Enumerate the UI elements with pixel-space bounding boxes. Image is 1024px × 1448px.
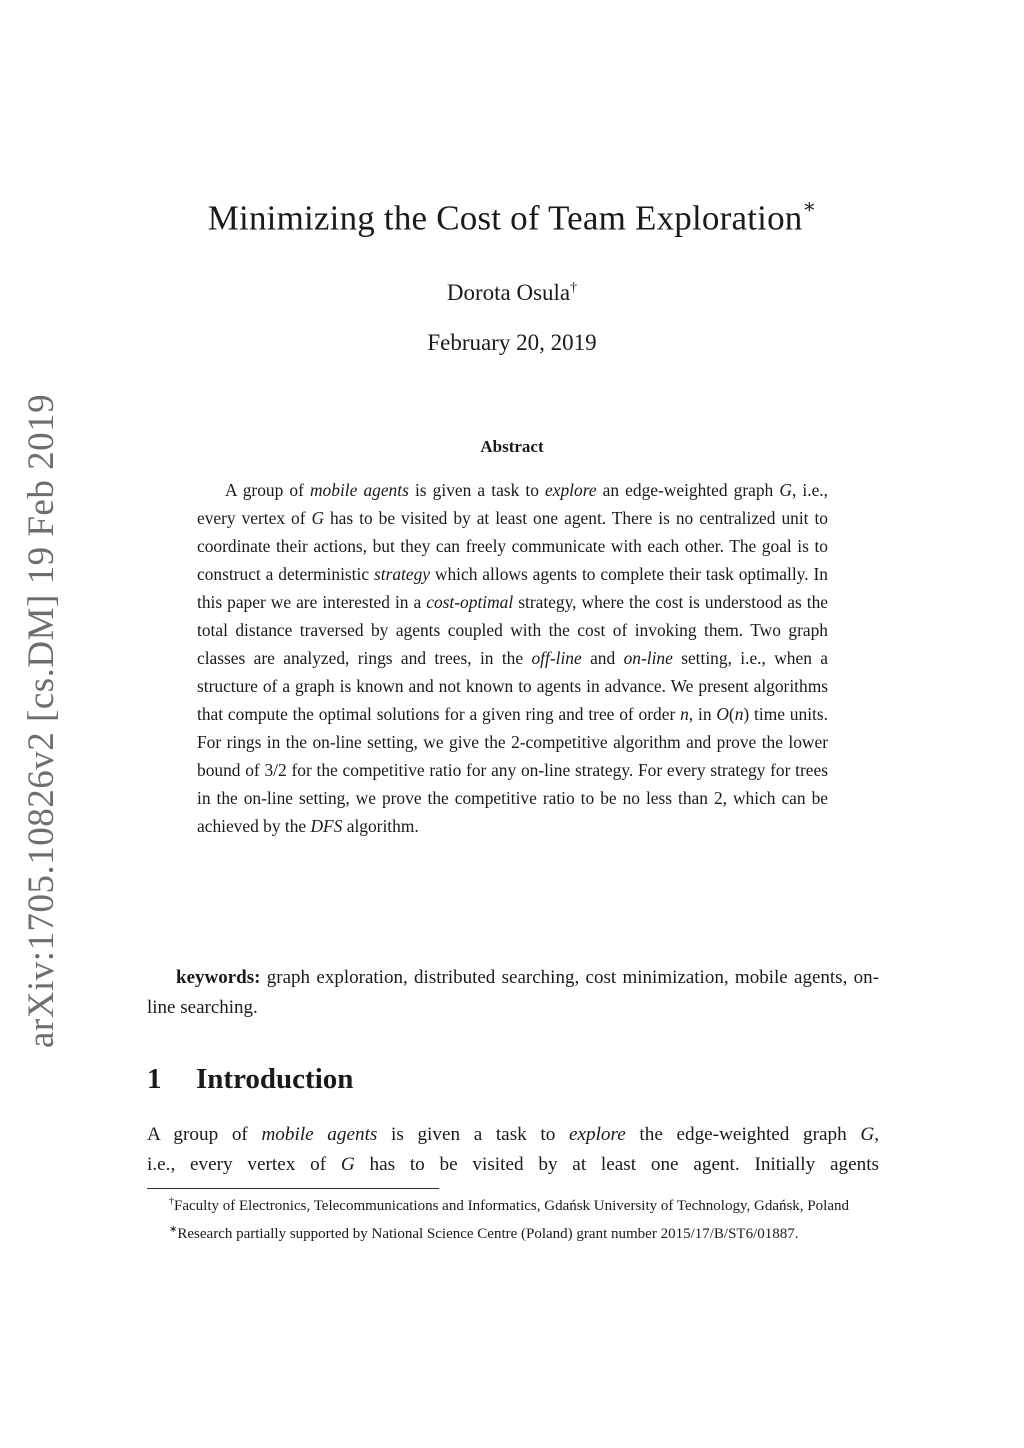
abstract-math: O: [716, 704, 729, 724]
abstract-text: strategy, where the cost is understood as the total distance traversed by agents coupled with the cost of invoking them. Two graph classes are analyzed, rings and trees, in the: [197, 592, 828, 668]
intro-line-2: [147, 1150, 879, 1180]
intro-text: is given a task to: [377, 1124, 569, 1145]
title-footnote-mark: ∗: [802, 196, 817, 218]
keywords-block: [147, 963, 879, 1023]
intro-math: G: [340, 1154, 355, 1175]
abstract-text: ) time units. For rings in the on-line setting, we give the 2-competitive algorithm and prove the lower bound of 3/2 for the competitive ratio for any on-line strategy. For every strategy for trees in the on-line setting, we prove the competitive ratio to be no less than 2, which can be achieved by the: [197, 704, 828, 836]
abstract-text: has to be visited by at least one agent. There is no centralized unit to coordinate their actions, but they can freely communicate with each other. The goal is to construct a deterministic: [197, 508, 828, 584]
intro-text: has to be visited by at least one agent. Initially agents: [354, 1154, 879, 1175]
abstract-text: , i.e., every vertex of: [197, 480, 828, 528]
abstract-heading: Abstract: [480, 437, 544, 456]
abstract-text: (: [728, 704, 735, 724]
paper-date: February 20, 2019: [427, 330, 597, 355]
footnote-affiliation: [147, 1190, 879, 1218]
abstract-emph: mobile agents: [310, 480, 409, 500]
abstract-math: G: [779, 480, 792, 500]
abstract-emph: on-line: [623, 648, 673, 668]
abstract-emph: off-line: [531, 648, 582, 668]
abstract-text: and: [581, 648, 624, 668]
arxiv-side-stamp: arXiv:1705.10826v2 [cs.DM] 19 Feb 2019: [21, 393, 62, 1048]
intro-text: A group of: [147, 1124, 262, 1145]
abstract-emph: strategy: [373, 564, 430, 584]
footnote-rule: [147, 1188, 439, 1189]
abstract-body: [197, 476, 828, 840]
author-name-text: Dorota Osula: [446, 280, 571, 305]
intro-emph: mobile agents: [261, 1124, 378, 1145]
abstract-paragraph: [197, 476, 828, 840]
paper-title: [0, 198, 1024, 239]
abstract-text: algorithm.: [342, 816, 419, 836]
paper-title-text: Minimizing the Cost of Team Exploration: [207, 198, 803, 238]
section-number: 1: [147, 1063, 162, 1095]
intro-text: ,: [874, 1124, 880, 1145]
keywords-label: keywords:: [176, 967, 261, 988]
footnote-mark: ∗: [169, 1224, 178, 1235]
author-name: [0, 280, 1024, 306]
footnote-text: Faculty of Electronics, Telecommunications and Informatics, Gdańsk University of Technology, Gdańsk, Poland: [174, 1198, 849, 1214]
section-title-text: Introduction: [196, 1063, 354, 1095]
abstract-math: DFS: [310, 816, 343, 836]
keywords-paragraph: [147, 963, 879, 1023]
abstract-text: an edge-weighted graph: [596, 480, 780, 500]
intro-text: i.e., every vertex of: [147, 1154, 341, 1175]
author-footnote-mark: †: [570, 280, 578, 296]
footnotes: [147, 1190, 879, 1246]
intro-line-1: [147, 1120, 879, 1150]
introduction-body: [147, 1120, 879, 1180]
section-heading-introduction: [147, 1063, 353, 1096]
abstract-math: n: [680, 704, 689, 724]
abstract-text: which allows agents to complete their task optimally. In this paper we are interested in a: [197, 564, 828, 612]
abstract-math: G: [311, 508, 325, 528]
intro-math: G: [860, 1124, 875, 1145]
intro-text: the edge-weighted graph: [625, 1124, 861, 1145]
footnote-text: Research partially supported by National Science Centre (Poland) grant number 2015/17/B/ST6/01887.: [177, 1226, 799, 1242]
intro-emph: explore: [568, 1124, 626, 1145]
abstract-text: , in: [688, 704, 717, 724]
abstract-emph: explore: [545, 480, 597, 500]
abstract-text: setting, i.e., when a structure of a graph is known and not known to agents in advance. We present algorithms that compute the optimal solutions for a given ring and tree of order: [197, 648, 829, 724]
keywords-text: graph exploration, distributed searching, cost minimization, mobile agents, on-line searching.: [147, 967, 879, 1018]
footnote-funding: [147, 1218, 879, 1246]
abstract-text: A group of: [225, 480, 310, 500]
footnote-mark: †: [169, 1196, 174, 1207]
abstract-text: is given a task to: [408, 480, 546, 500]
abstract-math: n: [734, 704, 744, 724]
abstract-emph: cost-optimal: [426, 592, 514, 612]
